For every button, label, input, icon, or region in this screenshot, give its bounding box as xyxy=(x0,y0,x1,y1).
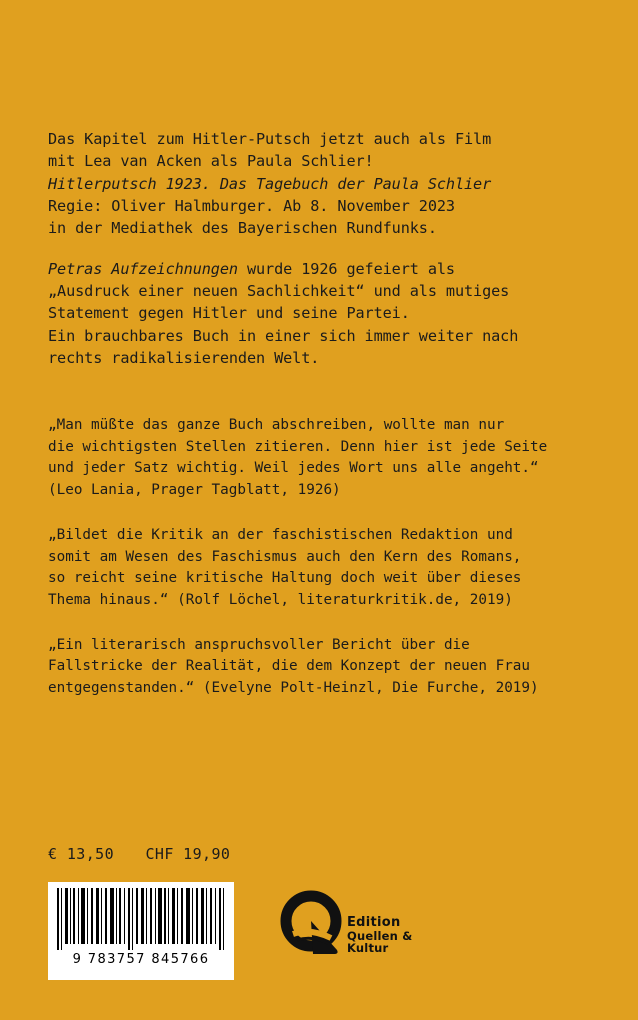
publisher-name xyxy=(347,916,452,954)
review-line: somit am Wesen des Faschismus auch den Kern des Romans, xyxy=(48,548,522,565)
review-line: Fallstricke der Realität, die dem Konzept der neuen Frau xyxy=(48,658,531,675)
barcode-bars-icon xyxy=(55,888,227,950)
review-line: so reicht seine kritische Haltung doch weit über dieses xyxy=(48,570,522,587)
review-quote xyxy=(48,525,590,611)
price-row xyxy=(48,845,230,863)
publisher-line-1: Edition xyxy=(347,915,401,930)
spacer-2 xyxy=(48,369,590,415)
spacer-3 xyxy=(48,501,590,525)
film-note-block xyxy=(48,128,590,240)
review-source: entgegenstanden.“ (Evelyne Polt-Heinzl, Die Furche, 2019) xyxy=(48,679,539,696)
film-note-line-4: in der Mediathek des Bayerischen Rundfunks. xyxy=(48,219,437,238)
book-note-first-line xyxy=(48,258,590,280)
review-line: „Bildet die Kritik an der faschistischen Redaktion und xyxy=(48,527,513,544)
barcode-number: 9 783757 845766 xyxy=(72,952,210,967)
publisher-logo xyxy=(277,888,452,966)
review-quote xyxy=(48,635,590,699)
spacer-4 xyxy=(48,611,590,635)
publisher-line-2: Quellen & Kultur xyxy=(347,928,413,955)
review-line: und jeder Satz wichtig. Weil jedes Wort uns alle angeht.“ xyxy=(48,460,539,477)
review-source: Thema hinaus.“ (Rolf Löchel, literaturkritik.de, 2019) xyxy=(48,591,513,608)
price-chf: CHF 19,90 xyxy=(145,845,231,863)
book-note-line-3: Statement gegen Hitler und seine Partei. xyxy=(48,304,410,323)
book-note-line-2: „Ausdruck einer neuen Sachlichkeit“ und als mutiges xyxy=(48,282,510,301)
film-note-line-1: Das Kapitel zum Hitler-Putsch jetzt auch als Film xyxy=(48,130,492,148)
review-source: (Leo Lania, Prager Tagblatt, 1926) xyxy=(48,481,341,498)
reviews-block xyxy=(48,415,590,699)
film-note-line-3: Regie: Oliver Halmburger. Ab 8. November 2023 xyxy=(48,197,455,216)
book-note-line-4: Ein brauchbares Buch in einer sich immer weiter nach xyxy=(48,326,519,345)
price-eur: € 13,50 xyxy=(48,845,115,863)
review-line: „Man müßte das ganze Buch abschreiben, wollte man nur xyxy=(48,417,505,434)
book-note-line-5: rechts radikalisierenden Welt. xyxy=(48,349,320,368)
barcode xyxy=(48,882,234,980)
review-line: „Ein literarisch anspruchsvoller Bericht über die xyxy=(48,636,470,653)
film-note-line-2: mit Lea van Acken als Paula Schlier! xyxy=(48,152,374,171)
book-note-after-title: wurde 1926 gefeiert als xyxy=(237,259,455,278)
review-quote xyxy=(48,415,590,501)
book-note-block xyxy=(48,258,590,370)
spacer-1 xyxy=(48,240,590,258)
film-title: Hitlerputsch 1923. Das Tagebuch der Paula Schlier xyxy=(48,174,492,193)
book-title: Petras Aufzeichnungen xyxy=(48,259,238,278)
review-line: die wichtigsten Stellen zitieren. Denn hier ist jede Seite xyxy=(48,438,548,455)
